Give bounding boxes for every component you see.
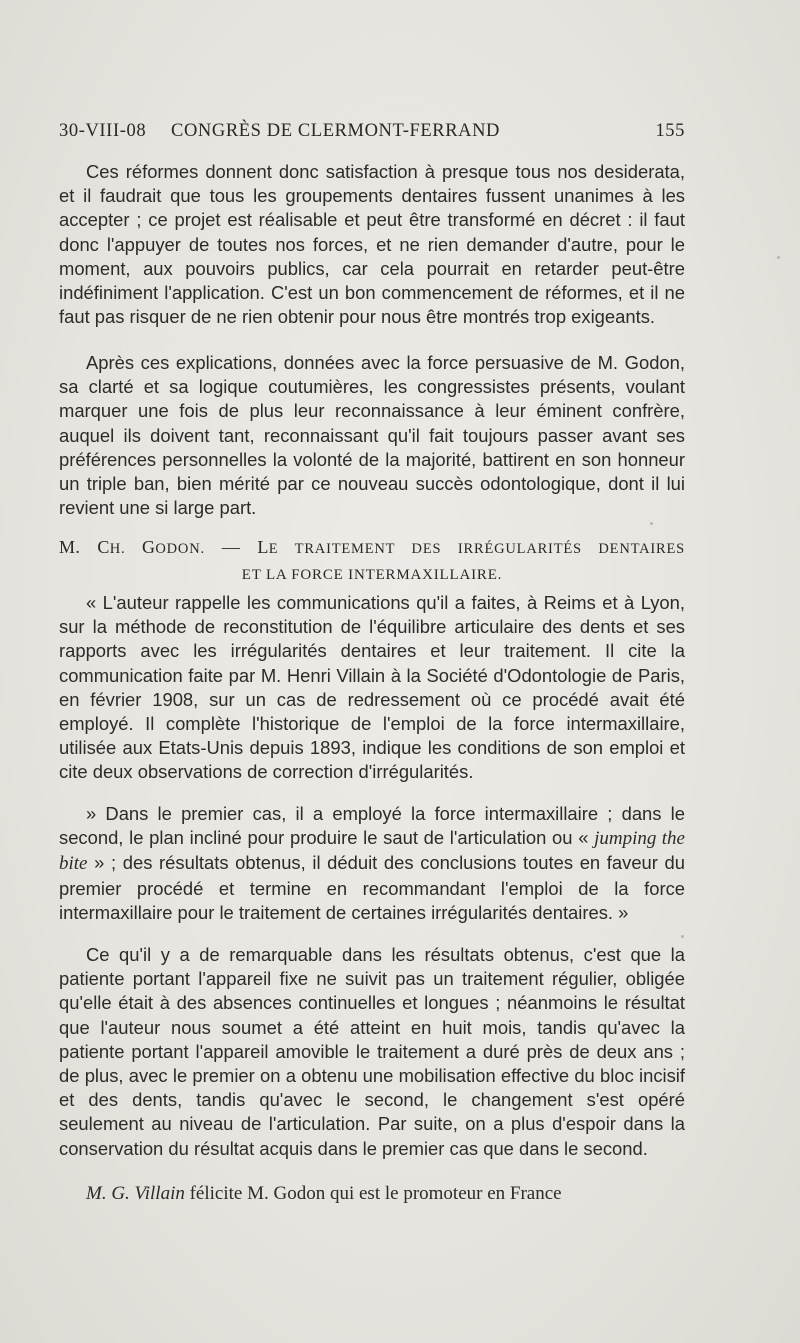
speaker-name: M. G. Villain	[86, 1183, 185, 1204]
paragraph-reforms	[59, 160, 685, 329]
paragraph-cases	[59, 802, 685, 925]
paper-speck	[650, 522, 653, 525]
section-heading	[59, 534, 685, 588]
paper-speck	[777, 256, 780, 259]
running-head	[59, 121, 685, 147]
page-number: 155	[655, 121, 685, 141]
paragraph-author-summary	[59, 591, 685, 785]
paragraph-text: « L'auteur rappelle les communications qu'il a faites, à Reims et à Lyon, sur la méthode de reconstitution de l'équilibre articulaire des dents et ses rapports avec les irrégularités dentaires et leur traitement. Il cite la communication faite par M. Henri Villain à la Société d'Odontologie de Paris, en février 1908, sur un cas de redressement où ce procédé avait été employé. Il complète l'historique de l'emploi de la force intermaxillaire, utilisée aux Etats-Unis depuis 1893, indique les conditions de son emploi et cite deux observations de correction d'irrégularités.	[59, 592, 685, 783]
paragraph-remarkable	[59, 943, 685, 1161]
paragraph-text: M. G. Villain félicite M. Godon qui est le promoteur en France	[86, 1183, 562, 1204]
paragraph-explications	[59, 351, 685, 520]
header-date: 30-VIII-08	[59, 121, 147, 141]
section-heading-line2: ET LA FORCE INTERMAXILLAIRE.	[241, 567, 503, 583]
paragraph-text: » Dans le premier cas, il a employé la force intermaxillaire ; dans le second, le plan incliné pour produire le saut de l'articulation ou « jumping the bite » ; des résultats obtenus, il déduit des conclusions toutes en faveur du premier procédé et termine en recommandant l'emploi de la force intermaxillaire pour le traitement de certaines irrégularités dentaires. »	[59, 803, 685, 923]
paragraph-villain	[59, 1181, 685, 1206]
italic-phrase: jumping the bite	[59, 828, 685, 875]
paragraph-text: Après ces explications, données avec la force persuasive de M. Godon, sa clarté et sa logique coutumières, les congressistes présents, voulant marquer une fois de plus leur reconnaissance à leur éminent confrère, auquel ils doivent tant, reconnaissant qu'il fait toujours passer avant ses préférences personnelles la volonté de la majorité, battirent en son honneur un triple ban, bien mérité par ce nouveau succès odontologique, dont il lui revient une si large part.	[59, 352, 685, 519]
paper-speck	[681, 935, 684, 938]
paragraph-text: Ce qu'il y a de remarquable dans les résultats obtenus, c'est que la patiente portant l'appareil fixe ne suivit pas un traitement régulier, obligée qu'elle était à des absences continuelles et longues ; néanmoins le résultat que l'auteur nous soumet a été atteint en huit mois, tandis qu'avec la patiente portant l'appareil amovible le traitement a duré près de deux ans ; de plus, avec le premier on a obtenu une mobilisation effective du bloc incisif et des dents, tandis qu'avec le second, le changement s'est opéré seulement au niveau de l'articulation. Par suite, on a plus d'espoir dans la conservation du résultat acquis dans le premier cas que dans le second.	[59, 944, 685, 1159]
section-heading-line1: M. CH. GODON. — LE TRAITEMENT DES IRRÉGULARITÉS DENTAIRES	[59, 537, 685, 557]
paragraph-text: Ces réformes donnent donc satisfaction à presque tous nos desiderata, et il faudrait que tous les groupements dentaires fussent unanimes à les accepter ; ce projet est réalisable et peut être transformé en décret : il faut donc l'appuyer de toutes nos forces, et ne rien demander d'autre, pour le moment, aux pouvoirs publics, car cela pourrait en retarder peut-être indéfiniment l'application. C'est un bon commencement de réformes, et il ne faut pas risquer de ne rien obtenir pour nous être montrés trop exigeants.	[59, 161, 685, 328]
header-title: CONGRÈS DE CLERMONT-FERRAND	[171, 121, 501, 141]
